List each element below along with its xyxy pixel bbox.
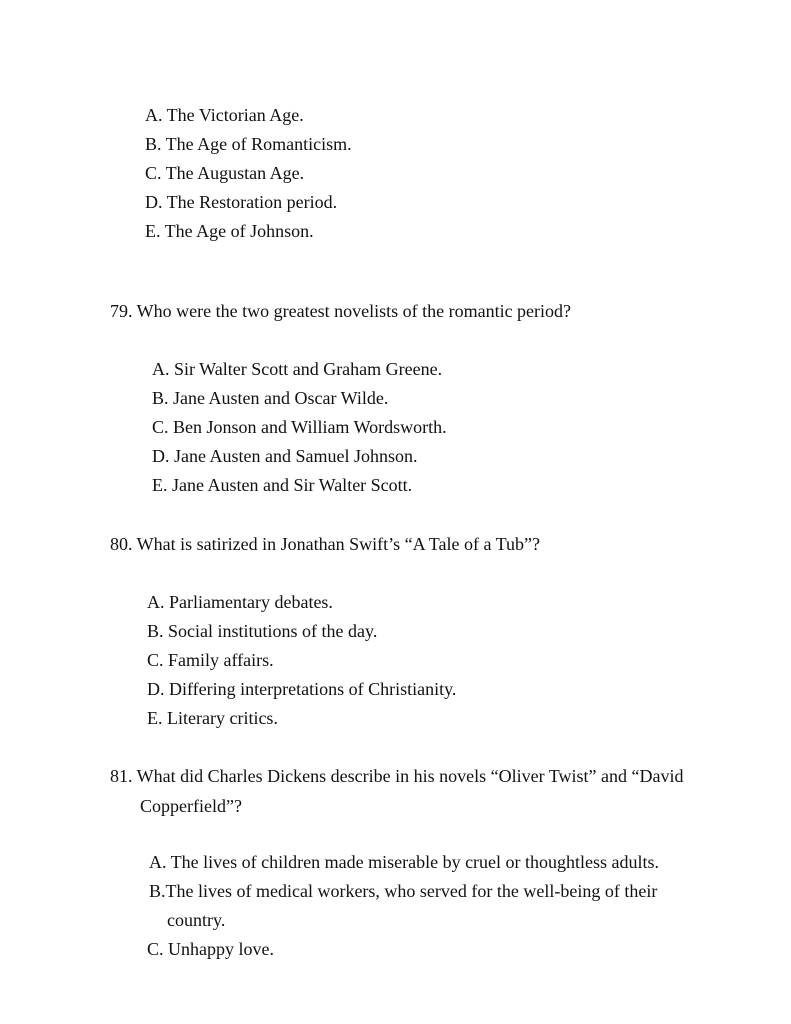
option-81-c: C. Unhappy love. <box>147 939 274 959</box>
option-80-a: A. Parliamentary debates. <box>147 592 333 612</box>
option-79-c: C. Ben Jonson and William Wordsworth. <box>152 417 447 437</box>
option-78-e: E. The Age of Johnson. <box>145 221 314 241</box>
question-81-line-2: Copperfield”? <box>140 796 242 816</box>
option-79-a: A. Sir Walter Scott and Graham Greene. <box>152 359 443 379</box>
option-79-d: D. Jane Austen and Samuel Johnson. <box>152 446 418 466</box>
option-81-a: A. The lives of children made miserable by cruel or thoughtless adults. <box>149 852 660 872</box>
option-80-d: D. Differing interpretations of Christianity. <box>147 679 457 699</box>
option-79-e: E. Jane Austen and Sir Walter Scott. <box>152 475 413 495</box>
option-78-c: C. The Augustan Age. <box>145 163 305 183</box>
option-80-c: C. Family affairs. <box>147 650 274 670</box>
option-78-a: A. The Victorian Age. <box>145 105 304 125</box>
option-80-b: B. Social institutions of the day. <box>147 621 378 641</box>
question-79: 79. Who were the two greatest novelists of the romantic period? <box>110 301 572 321</box>
option-79-b: B. Jane Austen and Oscar Wilde. <box>152 388 389 408</box>
option-78-b: B. The Age of Romanticism. <box>145 134 352 154</box>
option-81-b-continued: country. <box>167 910 226 930</box>
option-78-d: D. The Restoration period. <box>145 192 338 212</box>
question-80: 80. What is satirized in Jonathan Swift’s “A Tale of a Tub”? <box>110 534 541 554</box>
option-80-e: E. Literary critics. <box>147 708 278 728</box>
question-81-line-1: 81. What did Charles Dickens describe in his novels “Oliver Twist” and “David <box>110 766 684 786</box>
option-81-b: B.The lives of medical workers, who served for the well-being of their <box>149 881 658 901</box>
